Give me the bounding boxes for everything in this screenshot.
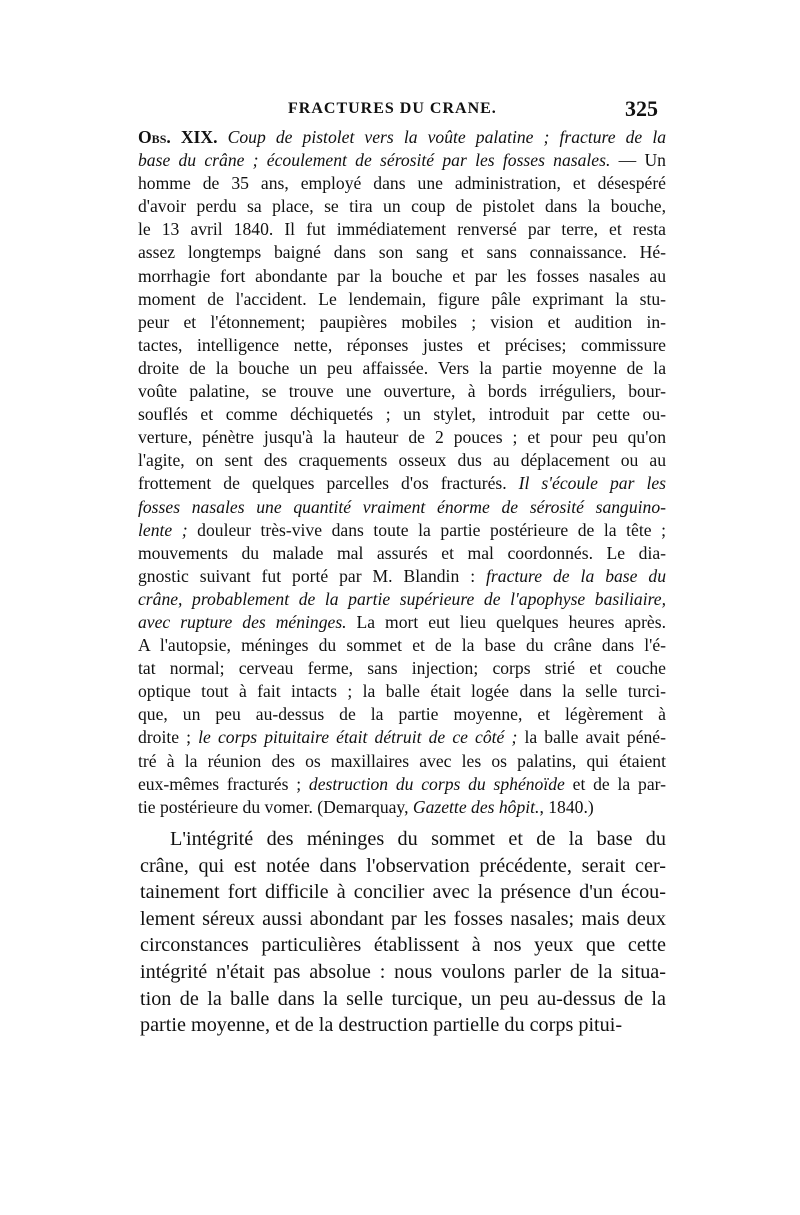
text-segment: A l'autopsie, méninges du sommet et de la base du crâne dans l'é- bbox=[138, 635, 666, 656]
observation-line bbox=[138, 265, 666, 288]
text-segment: frottement de quelques parcelles d'os fracturés. bbox=[138, 473, 519, 494]
text-segment: fosses nasales une quantité vraiment énorme de sérosité sanguino- bbox=[138, 496, 666, 517]
observation-line bbox=[138, 519, 666, 542]
paragraph-line: intégrité n'était pas absolue : nous voulons parler de la situa- bbox=[140, 960, 666, 983]
observation-line bbox=[138, 657, 666, 680]
text-segment: tré à la réunion des os maxillaires avec les os palatins, qui étaient bbox=[138, 750, 666, 771]
observation-line bbox=[138, 796, 666, 819]
observation-line bbox=[138, 241, 666, 264]
text-segment: le 13 avril 1840. Il fut immédiatement renversé par terre, et resta bbox=[138, 219, 666, 240]
paragraph-line: circonstances particulières établissent à nos yeux que cette bbox=[140, 934, 666, 957]
text-segment: verture, pénètre jusqu'à la hauteur de 2 pouces ; et pour peu qu'on bbox=[138, 427, 666, 448]
text-segment: et de la par- bbox=[564, 773, 666, 794]
paragraph-line: L'intégrité des méninges du sommet et de la base du bbox=[170, 828, 666, 850]
text-segment: d'avoir perdu sa place, se tira un coup de pistolet dans la bouche, bbox=[138, 196, 666, 217]
observation-line bbox=[138, 611, 666, 634]
observation-line bbox=[138, 403, 666, 426]
observation-line bbox=[138, 588, 666, 611]
text-segment: — Un bbox=[610, 150, 666, 171]
text-segment: droite ; bbox=[138, 727, 199, 748]
observation-line bbox=[138, 126, 666, 149]
running-head bbox=[140, 98, 660, 128]
text-segment: moment de l'accident. Le lendemain, figure pâle exprimant la stu- bbox=[138, 288, 666, 309]
text-segment: mouvements du malade mal assurés et mal coordonnés. Le dia- bbox=[138, 542, 666, 563]
main-paragraph bbox=[140, 826, 666, 1039]
observation-line bbox=[138, 449, 666, 472]
observation-line bbox=[138, 726, 666, 749]
text-segment: que, un peu au-dessus de la partie moyenne, et légèrement à bbox=[138, 704, 666, 725]
text-segment: morrhagie fort abondante par la bouche et par les fosses nasales au bbox=[138, 265, 666, 286]
text-segment: peur et l'étonnement; paupières mobiles ; vision et audition in- bbox=[138, 311, 666, 332]
observation-line bbox=[138, 542, 666, 565]
text-segment: souflés et comme déchiquetés ; un stylet, introduit par cette ou- bbox=[138, 404, 666, 425]
text-segment: , 1840.) bbox=[539, 796, 594, 817]
observation-line bbox=[138, 149, 666, 172]
observation-line bbox=[138, 773, 666, 796]
text-segment: tat normal; cerveau ferme, sans injection; corps strié et couche bbox=[138, 658, 666, 679]
paragraph-line: tion de la balle dans la selle turcique, un peu au-dessus de la bbox=[140, 987, 666, 1010]
text-segment: assez longtemps baigné dans son sang et sans connaissance. Hé- bbox=[138, 242, 666, 263]
text-segment: eux-mêmes fracturés ; bbox=[138, 773, 309, 794]
text-segment: destruction du corps du sphénoïde bbox=[308, 773, 565, 794]
observation-line bbox=[138, 472, 666, 495]
observation-line bbox=[138, 426, 666, 449]
paragraph-line: lement séreux aussi abondant par les fosses nasales; mais deux bbox=[140, 907, 666, 930]
observation-line bbox=[138, 357, 666, 380]
text-segment: la balle avait péné- bbox=[517, 727, 666, 748]
text-segment: La mort eut lieu quelques heures après. bbox=[346, 611, 666, 632]
text-segment: homme de 35 ans, employé dans une administration, et désespéré bbox=[138, 173, 666, 194]
observation-line bbox=[138, 703, 666, 726]
text-segment: le corps pituitaire était détruit de ce côté ; bbox=[198, 727, 518, 748]
page-number: 325 bbox=[625, 96, 658, 121]
observation-line bbox=[138, 634, 666, 657]
observation-line bbox=[138, 750, 666, 773]
text-segment: l'agite, on sent des craquements osseux dus au déplacement ou au bbox=[138, 450, 666, 471]
text-segment: base du crâne ; écoulement de sérosité par les fosses nasales. bbox=[138, 150, 611, 171]
observation-line bbox=[138, 195, 666, 218]
paragraph-line: partie moyenne, et de la destruction partielle du corps pitui- bbox=[140, 1014, 623, 1037]
text-segment: Il s'écoule par les bbox=[518, 473, 666, 494]
text-segment: optique tout à fait intacts ; la balle était logée dans la selle turci- bbox=[138, 681, 666, 702]
text-segment: douleur très-vive dans toute la partie postérieure de la tête ; bbox=[187, 519, 666, 540]
paragraph-line: crâne, qui est notée dans l'observation précédente, serait cer- bbox=[140, 854, 666, 877]
text-segment: gnostic suivant fut porté par M. Blandin : bbox=[138, 565, 487, 586]
text-segment: Gazette des hôpit. bbox=[412, 796, 540, 817]
text-segment: fracture de la base du bbox=[486, 565, 666, 586]
observation-line bbox=[138, 311, 666, 334]
observation-line bbox=[138, 380, 666, 403]
observation-line bbox=[138, 565, 666, 588]
paragraph-line: tainement fort difficile à concilier avec la présence d'un écou- bbox=[140, 881, 666, 904]
text-segment: tie postérieure du vomer. (Demarquay, bbox=[138, 796, 413, 817]
observation-line bbox=[138, 172, 666, 195]
observation-line bbox=[138, 218, 666, 241]
observation-line bbox=[138, 288, 666, 311]
observation-line bbox=[138, 334, 666, 357]
text-segment: Coup de pistolet vers la voûte palatine ; fracture de la bbox=[227, 127, 667, 147]
text-segment: avec rupture des méninges. bbox=[138, 611, 347, 632]
running-title: FRACTURES DU CRANE. bbox=[288, 100, 497, 117]
text-segment: crâne, probablement de la partie supérieure de l'apophyse basiliaire, bbox=[138, 588, 666, 609]
text-segment: Obs. XIX. bbox=[138, 127, 228, 147]
observation-line bbox=[138, 496, 666, 519]
observation-note bbox=[138, 126, 666, 819]
text-segment: tactes, intelligence nette, réponses justes et précises; commissure bbox=[138, 334, 666, 355]
text-segment: voûte palatine, se trouve une ouverture, à bords irréguliers, bour- bbox=[138, 381, 666, 402]
observation-line bbox=[138, 680, 666, 703]
text-segment: droite de la bouche un peu affaissée. Vers la partie moyenne de la bbox=[138, 357, 666, 378]
text-segment: lente ; bbox=[138, 519, 188, 540]
